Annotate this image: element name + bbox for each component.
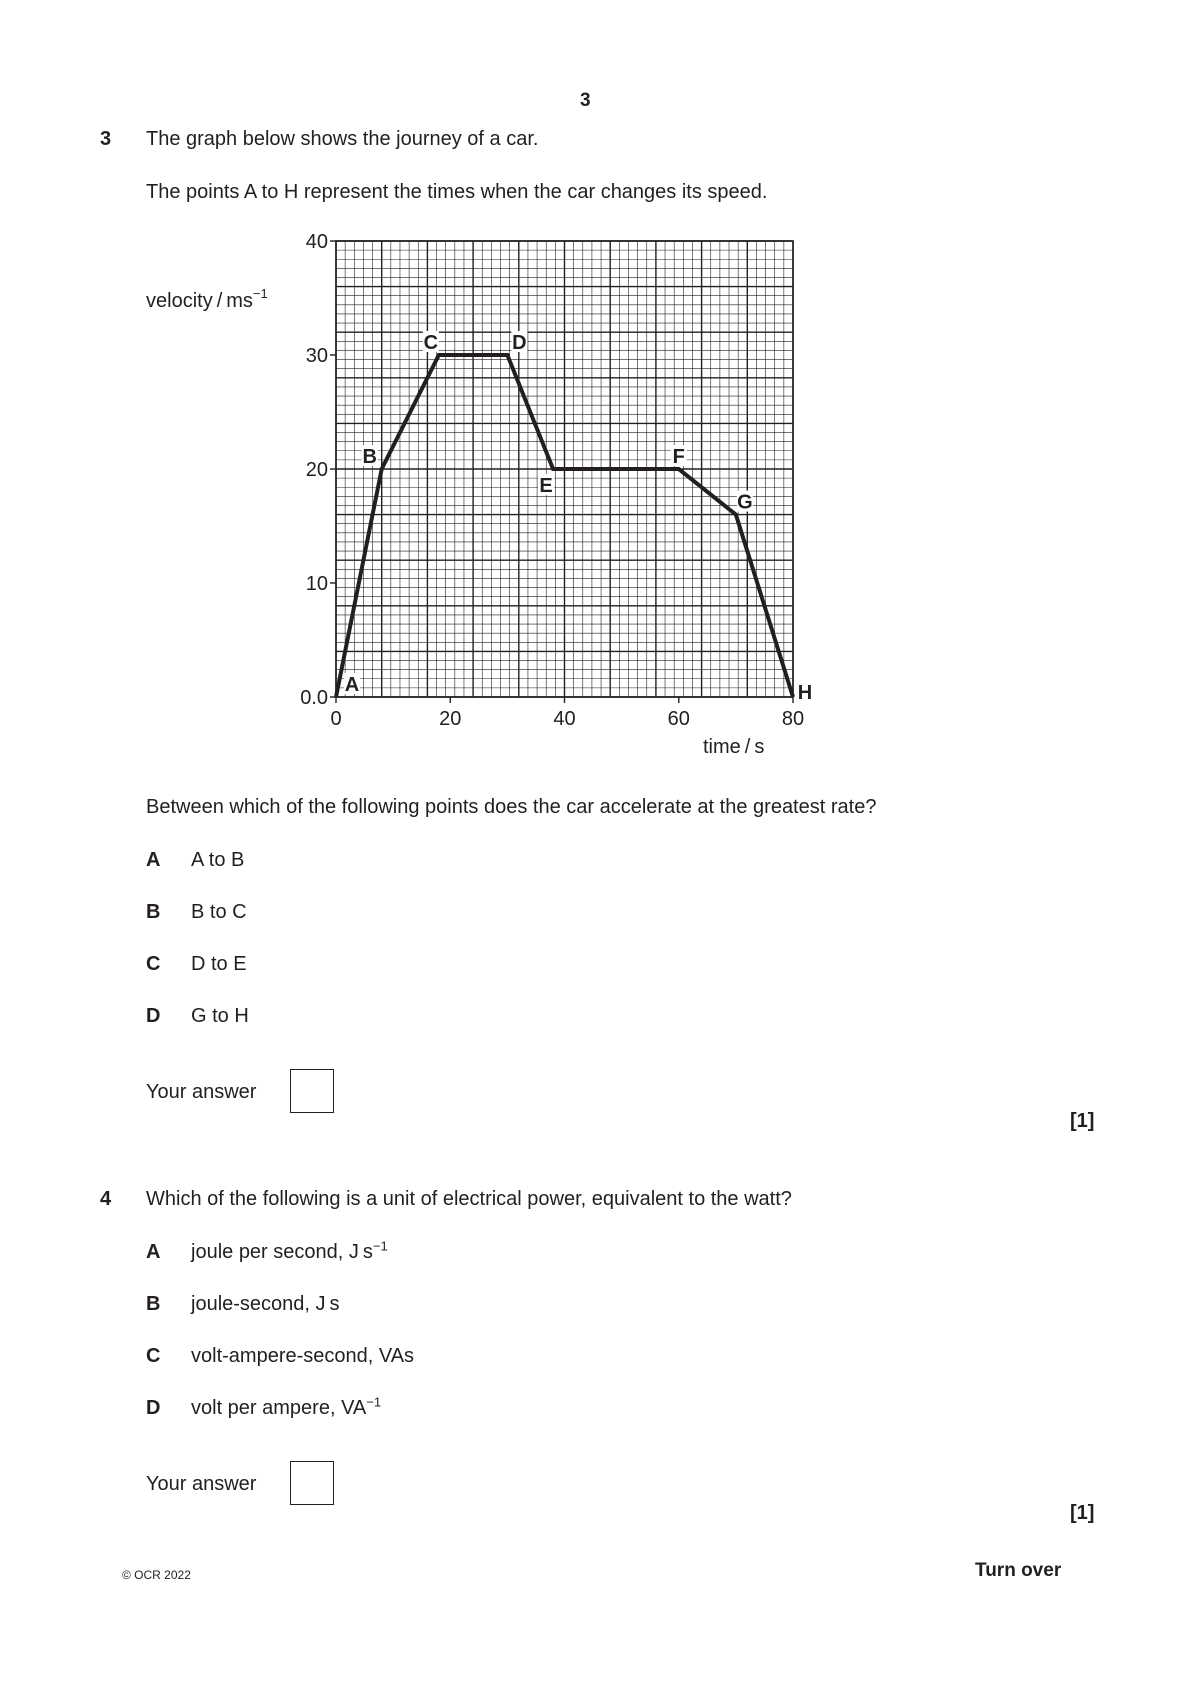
q4-option-d-text: volt per ampere, $VA^{-1}$ bbox=[191, 1394, 382, 1419]
q3-option-b-letter: B bbox=[146, 901, 161, 923]
point-label-d bbox=[511, 331, 527, 354]
q4-option-c-letter: C bbox=[146, 1345, 161, 1367]
x-axis-label: time / s bbox=[703, 736, 765, 758]
point-label-text: G bbox=[737, 491, 753, 514]
q3-answer-label: Your answer bbox=[146, 1081, 257, 1103]
point-label-text: A bbox=[344, 674, 360, 696]
point-label-e bbox=[538, 474, 554, 497]
q4-answer-box[interactable] bbox=[290, 1461, 334, 1505]
point-label-a bbox=[344, 673, 360, 696]
x-tick-label: 80 bbox=[781, 708, 805, 730]
q4-answer-label: Your answer bbox=[146, 1473, 257, 1495]
x-tick-label: 40 bbox=[553, 708, 576, 730]
y-tick-label: 40 bbox=[305, 231, 328, 253]
q4-option-d-letter: D bbox=[146, 1397, 161, 1419]
point-label-text: E bbox=[539, 475, 553, 497]
y-tick-label: 0.0 bbox=[300, 687, 328, 709]
page-number: 3 bbox=[580, 90, 591, 111]
q4-option-b-text: joule-second, J s bbox=[191, 1293, 340, 1315]
q4-option-a-letter: A bbox=[146, 1241, 161, 1263]
question-4-number: 4 bbox=[100, 1188, 112, 1210]
q3-option-c-letter: C bbox=[146, 953, 161, 975]
x-tick-label: 20 bbox=[439, 708, 462, 730]
question-3-prompt: Between which of the following points does the car accelerate at the greatest rate? bbox=[146, 796, 877, 818]
question-3-subintro: The points A to H represent the times when the car changes its speed. bbox=[146, 181, 768, 203]
point-label-h bbox=[797, 681, 813, 704]
q3-marks: [1] bbox=[1070, 1110, 1095, 1132]
footer-copyright: © OCR 2022 bbox=[122, 1568, 191, 1582]
point-label-text: H bbox=[797, 682, 813, 704]
q4-marks: [1] bbox=[1070, 1502, 1095, 1524]
graph-axis-ticks bbox=[330, 241, 793, 703]
q3-answer-box[interactable] bbox=[290, 1069, 334, 1113]
point-label-f bbox=[671, 445, 687, 468]
point-label-text: D bbox=[512, 332, 527, 354]
footer-turn-over: Turn over bbox=[975, 1560, 1062, 1581]
x-tick-label: 60 bbox=[667, 708, 690, 730]
y-tick-label: 10 bbox=[305, 573, 328, 595]
point-label-text: B bbox=[362, 446, 377, 468]
q3-option-b-text: B to C bbox=[191, 901, 247, 923]
point-label-text: F bbox=[672, 446, 685, 468]
q4-option-c-text: volt-ampere-second, VAs bbox=[191, 1345, 415, 1367]
y-tick-label: 20 bbox=[305, 459, 328, 481]
point-label-text: C bbox=[423, 332, 439, 354]
question-3-number: 3 bbox=[100, 128, 112, 150]
y-axis-label: velocity / $ms^{-1}$ bbox=[146, 286, 268, 312]
q3-option-d-text: G to H bbox=[191, 1005, 249, 1027]
velocity-time-graph bbox=[0, 0, 1191, 780]
point-label-b bbox=[362, 445, 378, 468]
q3-option-d-letter: D bbox=[146, 1005, 161, 1027]
q4-option-b-letter: B bbox=[146, 1293, 161, 1315]
point-label-c bbox=[423, 331, 439, 354]
y-tick-label: 30 bbox=[305, 345, 328, 367]
q4-option-a-text: joule per second, J $s^{-1}$ bbox=[191, 1238, 388, 1263]
q3-option-c-text: D to E bbox=[191, 953, 247, 975]
question-4-prompt: Which of the following is a unit of electrical power, equivalent to the watt? bbox=[146, 1188, 792, 1210]
question-3-intro: The graph below shows the journey of a car. bbox=[146, 128, 539, 150]
x-tick-label: 0 bbox=[330, 708, 342, 730]
q3-option-a-text: A to B bbox=[191, 849, 245, 871]
point-label-g bbox=[737, 491, 753, 514]
q3-option-a-letter: A bbox=[146, 849, 161, 871]
